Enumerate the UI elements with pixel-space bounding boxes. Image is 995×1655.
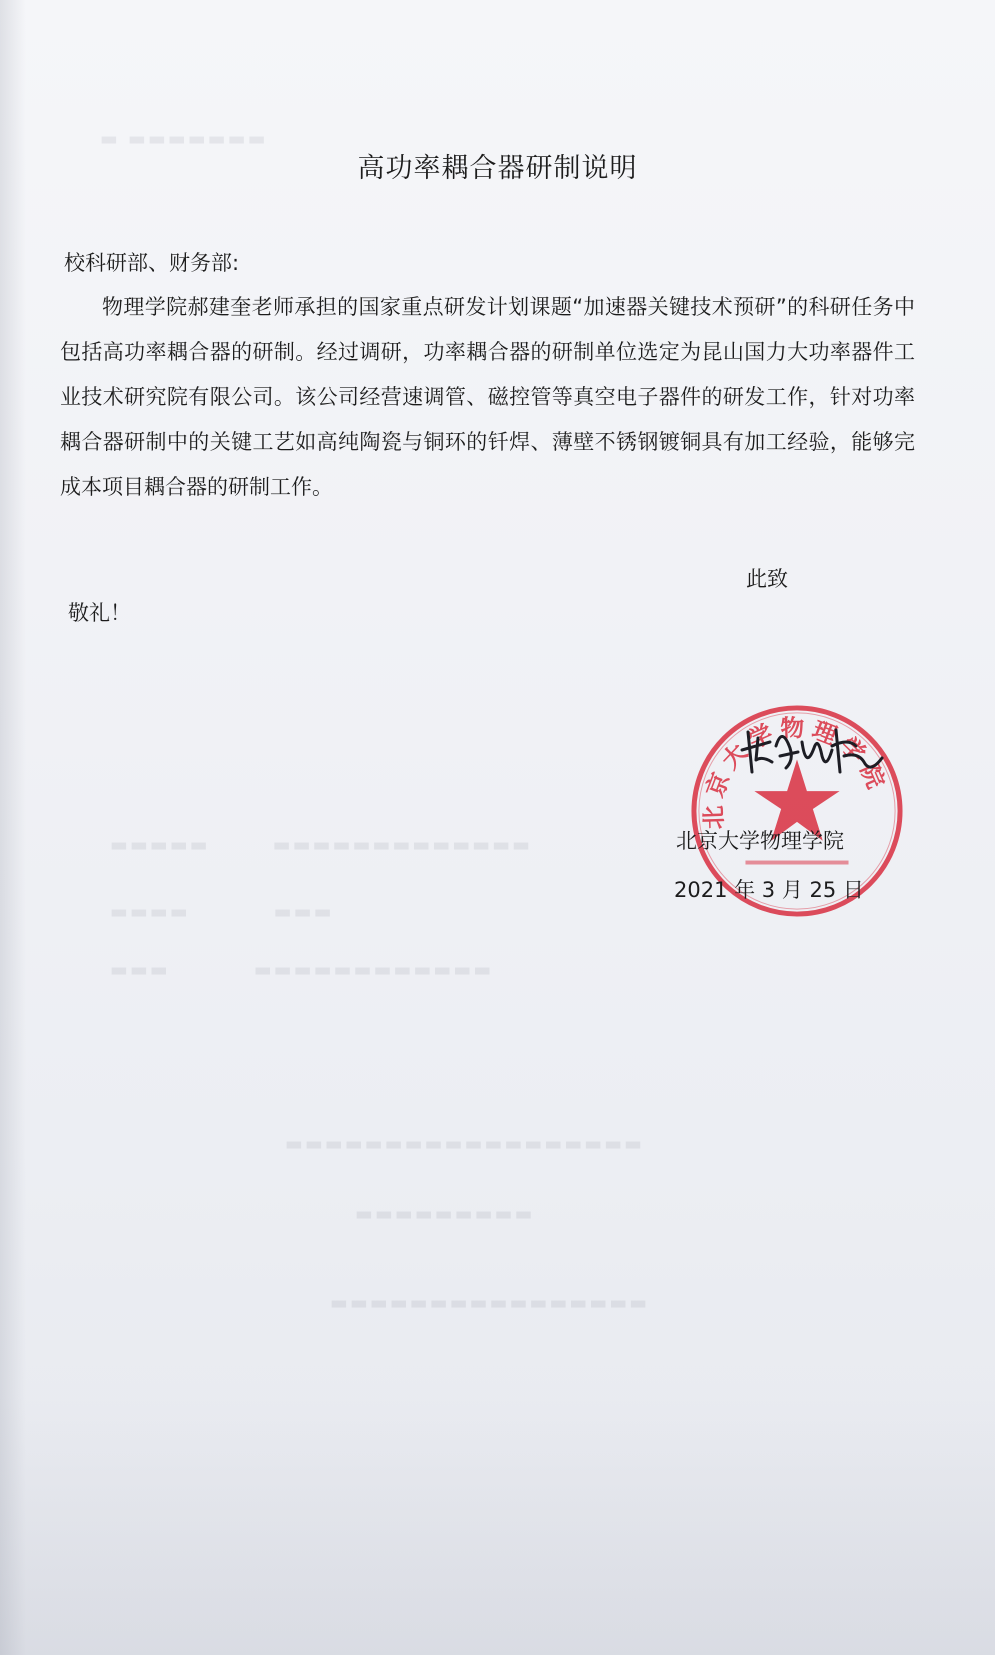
bleed-through-text: ▬▬▬▬ ▬▬▬ xyxy=(110,901,334,923)
bleed-through-text: ▬ ▬▬▬▬▬▬▬ xyxy=(100,128,268,150)
bleed-through-text: ▬▬▬▬▬▬▬▬▬ xyxy=(355,1203,535,1225)
closing-salutation: 此致 xyxy=(746,567,788,591)
document-title: 高功率耦合器研制说明 xyxy=(357,153,638,184)
bleed-through-text: ▬▬▬▬▬ ▬▬▬▬▬▬▬▬▬▬▬▬▬ xyxy=(110,834,533,856)
body-paragraph: 物理学院郝建奎老师承担的国家重点研发计划课题“加速器关键技术预研”的科研任务中包括高功率耦合器的研制。经过调研，功率耦合器的研制单位选定为昆山国力大功率器件工业技术研究院有限公司。该公司经营速调管、磁控管等真空电子器件的研发工作，针对功率耦合器研制中的关键工艺如高纯陶瓷与铜环的钎焊、薄壁不锈钢镀铜具有加工经验，能够完成本项目耦合器的研制工作。 xyxy=(60,295,915,499)
svg-text:北京大学物理学院: 北京大学物理学院 xyxy=(699,714,893,830)
page-shadow-bottom xyxy=(0,1395,995,1655)
bleed-through-text: ▬▬▬ ▬▬▬▬▬▬▬▬▬▬▬▬ xyxy=(110,959,494,981)
bleed-through-text: ▬▬▬▬▬▬▬▬▬▬▬▬▬▬▬▬ xyxy=(330,1292,650,1314)
handwritten-signature xyxy=(736,712,886,782)
bleed-through-text: ▬▬▬▬▬▬▬▬▬▬▬▬▬▬▬▬▬▬ xyxy=(285,1133,645,1155)
document-date: 2021 年 3 月 25 日 xyxy=(674,878,864,902)
signer-institution: 北京大学物理学院 xyxy=(676,829,844,853)
closing-regards: 敬礼！ xyxy=(68,601,131,625)
recipient-line: 校科研部、财务部: xyxy=(64,251,240,275)
